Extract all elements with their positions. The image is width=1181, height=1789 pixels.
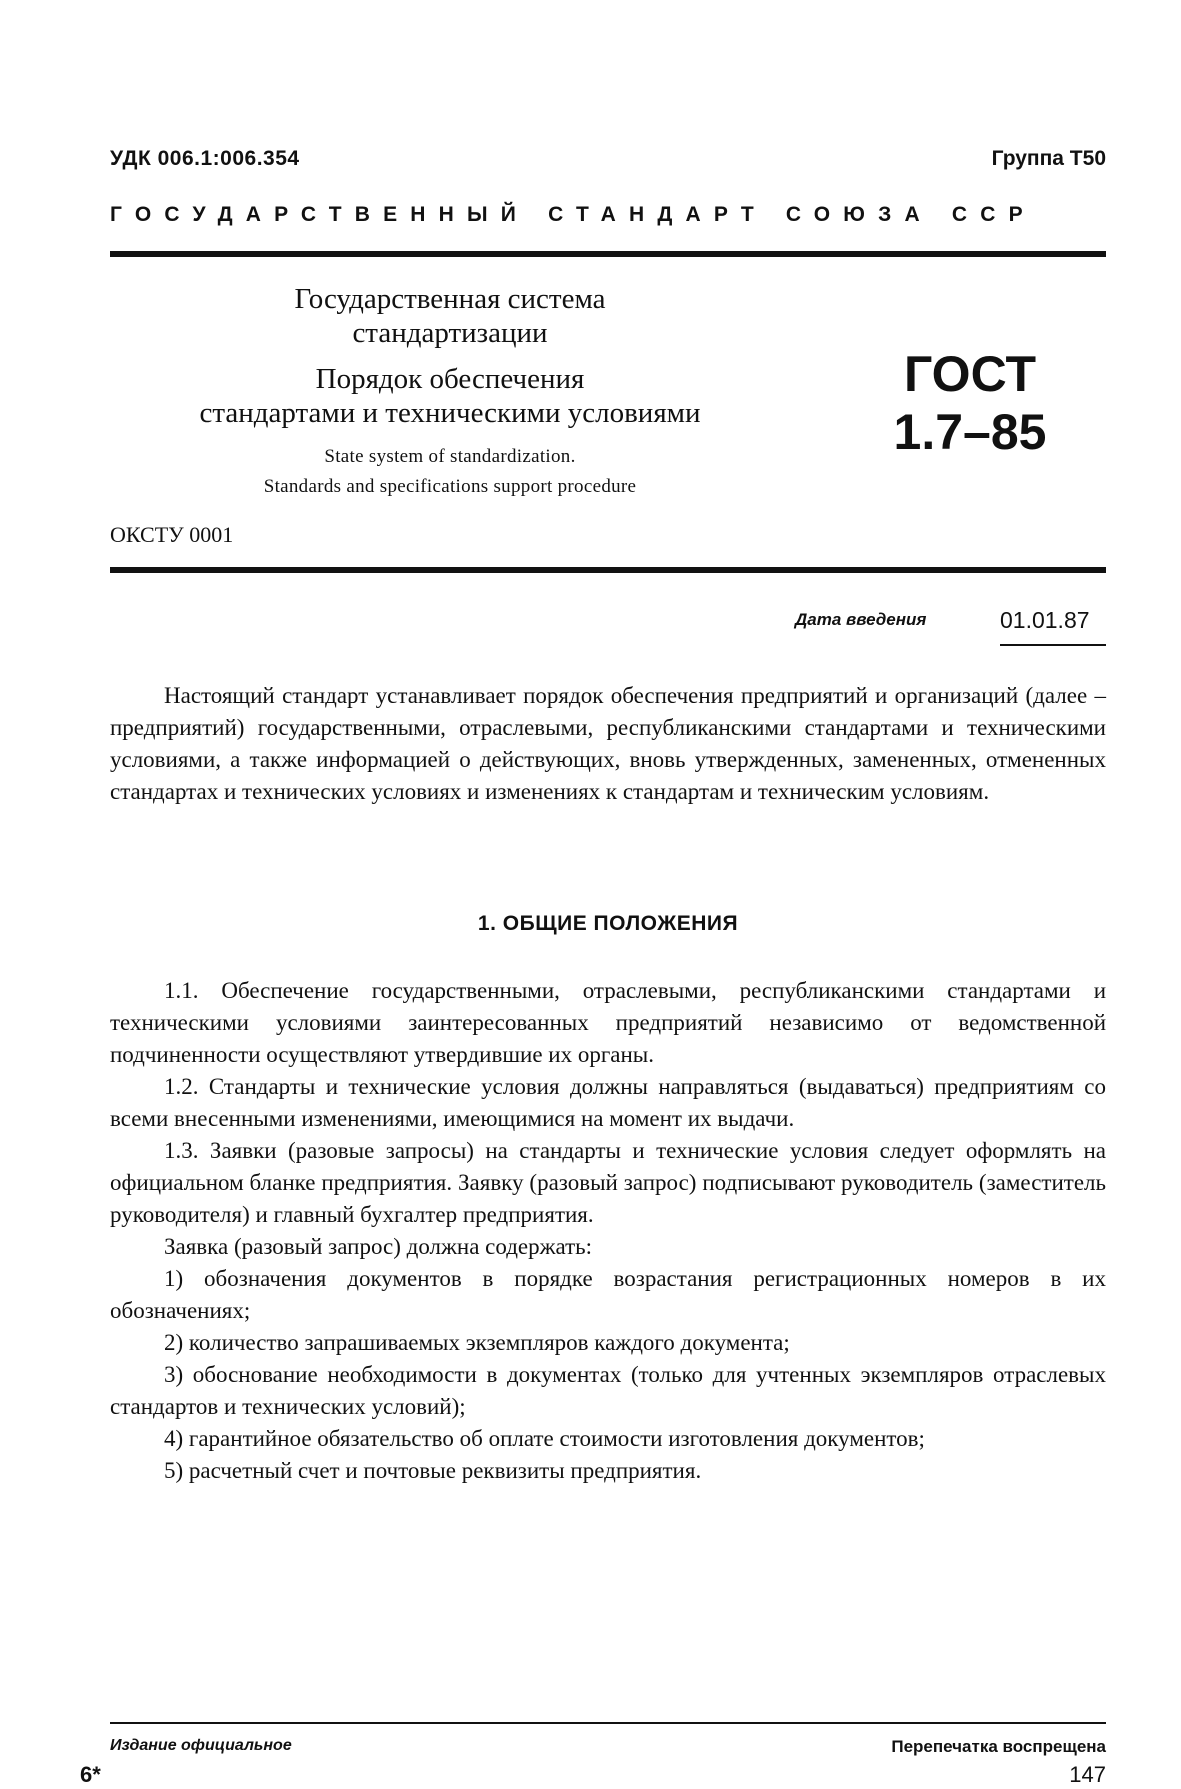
intro-text: Настоящий стандарт устанавливает порядок обеспечения предприятий и организаций (далее – предприятий) государственными, отраслевыми, республиканскими стандартами и техническими условиями, а также информацией о действующих, вновь утвержденных, замененных, отмененных стандартах и технических условиях и изменениях к стандартам и техническим условиям.: [110, 683, 1106, 804]
gost-designation: [870, 345, 1070, 461]
page-number: 147: [1069, 1762, 1106, 1787]
title-bottom-rule: [110, 567, 1106, 573]
request-item: 2) количество запрашиваемых экземпляров каждого документа;: [164, 1330, 790, 1355]
request-item: 5) расчетный счет и почтовые реквизиты предприятия.: [164, 1458, 702, 1483]
title-english-2: Standards and specifications support procedure: [263, 476, 637, 497]
clause-1-3: 1.3. Заявки (разовые запросы) на стандарты и технические условия следует оформлять на официальном бланке предприятия. Заявку (разовый запрос) подписывают руководитель (заместитель руководителя) и главный бухгалтер предприятия.: [110, 1138, 1106, 1227]
section-heading: 1. ОБЩИЕ ПОЛОЖЕНИЯ: [477, 912, 739, 935]
request-item: 1) обозначения документов в порядке возрастания регистрационных номеров в их обозначениях;: [110, 1266, 1106, 1323]
footer-rule: [110, 1722, 1106, 1724]
title-line-3: Порядок обеспечения: [315, 363, 585, 395]
date-underline: [1000, 644, 1106, 646]
introduction-date-label: Дата введения: [795, 610, 927, 629]
title-line-4: стандартами и техническими условиями: [199, 397, 701, 429]
request-contents-intro: Заявка (разовый запрос) должна содержать:: [164, 1234, 593, 1259]
clause-1-1: 1.1. Обеспечение государственными, отраслевыми, республиканскими стандартами и техническими условиями заинтересованных предприятий независимо от ведомственной подчиненности осуществляют утвердившие их органы.: [110, 978, 1106, 1067]
introduction-date-value: 01.01.87: [1000, 607, 1090, 633]
title-block: [110, 282, 790, 502]
okstu-code: ОКСТУ 0001: [110, 522, 234, 547]
gost-label: ГОСТ: [904, 346, 1036, 402]
title-english-1: State system of standardization.: [324, 446, 576, 467]
reprint-prohibited-note: Перепечатка воспрещена: [891, 1737, 1106, 1756]
gost-number: 1.7–85: [893, 404, 1047, 460]
request-item: 4) гарантийное обязательство об оплате стоимости изготовления документов;: [164, 1426, 925, 1451]
group-code: Группа Т50: [991, 147, 1106, 170]
top-rule: [110, 251, 1106, 257]
sheet-mark: 6*: [80, 1762, 101, 1787]
section-1-body: [110, 975, 1106, 1487]
request-item: 3) обоснование необходимости в документах (только для учтенных экземпляров отраслевых стандартов и технических условий);: [110, 1362, 1106, 1419]
intro-paragraph: [110, 680, 1106, 808]
official-edition-note: Издание официальное: [110, 1737, 292, 1754]
title-line-2: стандартизации: [352, 317, 548, 349]
clause-1-2: 1.2. Стандарты и технические условия должны направляться (выдаваться) предприятиям со всеми внесенными изменениями, имеющимися на момент их выдачи.: [110, 1074, 1106, 1131]
standard-union-heading: ГОСУДАРСТВЕННЫЙ СТАНДАРТ СОЮЗА ССР: [110, 203, 1036, 226]
title-line-1: Государственная система: [294, 283, 606, 315]
udk-code: УДК 006.1:006.354: [110, 147, 300, 170]
